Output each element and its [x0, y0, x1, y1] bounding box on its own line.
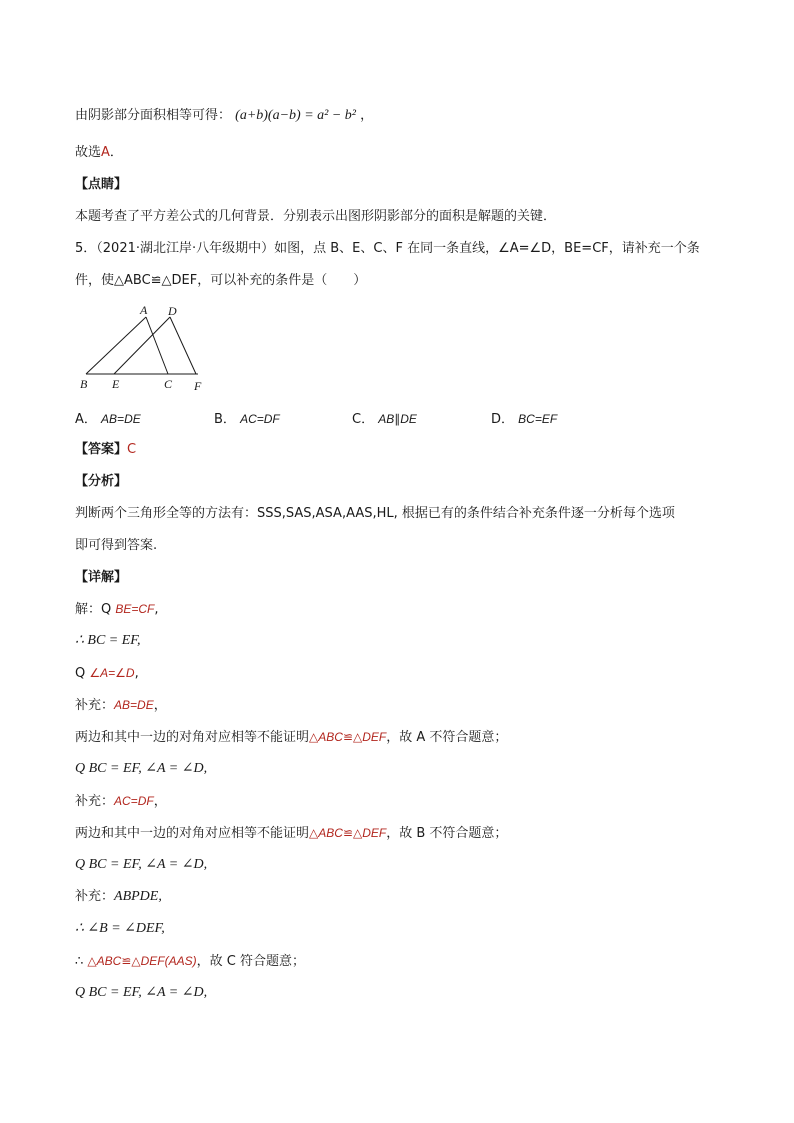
option-b [214, 410, 280, 429]
solution-highlight: △ABC≌△DEF(AAS) [87, 954, 197, 968]
solution-prefix: ∴ [75, 954, 88, 969]
option-c [352, 410, 417, 429]
solution-highlight: △ABC≌△DEF [309, 826, 387, 840]
answer-line [75, 441, 136, 459]
triangle-figure [78, 302, 208, 394]
solution-prefix: 补充： [75, 794, 115, 809]
option-d-letter: D． [491, 412, 515, 427]
solution-line [75, 632, 141, 650]
option-c-text: AB∥DE [378, 412, 417, 426]
line1-tail: ， [360, 108, 374, 123]
solution-prefix: 两边和其中一边的对角对应相等不能证明 [75, 730, 310, 745]
solution-line [75, 888, 162, 906]
dianjing-body: 本题考查了平方差公式的几何背景．分别表示出图形阴影部分的面积是解题的关键． [75, 209, 557, 224]
solution-prefix: 两边和其中一边的对角对应相等不能证明 [75, 826, 310, 841]
option-a-text: AB=DE [101, 412, 141, 426]
solution-prefix: Q [75, 666, 90, 681]
solution-line [75, 824, 507, 843]
solution-line [75, 664, 139, 683]
answer-value: C [127, 442, 137, 457]
label-f: F [194, 379, 202, 393]
solution-rest: ， [153, 794, 167, 809]
solution-rest: ∴ ∠B = ∠DEF, [75, 921, 165, 936]
choose-prefix: 故选 [75, 145, 102, 160]
solution-line [75, 920, 165, 938]
options-row [75, 410, 715, 428]
label-e: E [112, 377, 120, 391]
label-c: C [164, 377, 173, 391]
fenxi-line-1: 判断两个三角形全等的方法有：SSS,SAS,ASA,AAS,HL, 根据已有的条件结合补充条件逐一分析每个选项 [75, 506, 675, 521]
solution-line [75, 984, 207, 1002]
question-5-line-2: 件，使△ABC≌△DEF，可以补充的条件是（ ） [75, 273, 367, 288]
triangle-diagram [78, 302, 208, 394]
fenxi-heading: 【分析】 [75, 474, 128, 489]
solution-rest: ABPDE, [114, 889, 162, 904]
solution-rest: Q BC = EF, ∠A = ∠D, [75, 761, 208, 776]
solution-highlight: ∠A=∠D [89, 666, 135, 680]
solution-rest: Q BC = EF, ∠A = ∠D, [75, 985, 208, 1000]
option-a-letter: A． [75, 412, 97, 427]
solution-highlight: AC=DF [114, 794, 154, 808]
option-a [75, 410, 141, 429]
solution-prefix: 解：Q [75, 602, 116, 617]
xiangjie-heading: 【详解】 [75, 570, 128, 585]
label-d: D [168, 304, 177, 318]
solution-rest: , [134, 666, 139, 681]
solution-line [75, 856, 207, 874]
label-a: A [140, 303, 148, 317]
segment-de [114, 317, 170, 374]
option-b-text: AC=DF [240, 412, 280, 426]
segment-ac [146, 317, 168, 374]
solution-rest: ，故 A 不符合题意； [386, 730, 508, 745]
solution-line [75, 600, 159, 619]
solution-highlight: BE=CF [115, 602, 155, 616]
difference-of-squares-formula: (a+b)(a−b) = a² − b² [235, 108, 356, 123]
segment-df [170, 317, 196, 374]
option-d-text: BC=EF [518, 412, 558, 426]
area-equation-line [75, 107, 373, 125]
solution-line [75, 728, 507, 747]
label-b: B [80, 377, 88, 391]
fenxi-line-2: 即可得到答案. [75, 538, 158, 553]
solution-rest: ，故 B 不符合题意； [386, 826, 508, 841]
solution-highlight: AB=DE [114, 698, 154, 712]
area-equation-text: 由阴影部分面积相等可得： [75, 108, 232, 123]
solution-line [75, 952, 305, 971]
choose-tail: ． [109, 145, 123, 160]
choose-answer-line [75, 144, 123, 162]
solution-highlight: △ABC≌△DEF [309, 730, 387, 744]
question-5-line-1: 5．（2021·湖北江岸·八年级期中）如图，点 B、E、C、F 在同一条直线，∠A=∠D，BE=CF，请补充一个条 [75, 241, 700, 256]
solution-prefix: 补充： [75, 698, 115, 713]
solution-rest: Q BC = EF, ∠A = ∠D, [75, 857, 208, 872]
option-b-letter: B． [214, 412, 236, 427]
solution-line [75, 792, 167, 811]
solution-prefix: 补充： [75, 889, 115, 904]
solution-line [75, 760, 207, 778]
option-d [491, 410, 557, 429]
segment-ab [86, 317, 146, 374]
solution-rest: ，故 C 符合题意； [196, 954, 305, 969]
option-c-letter: C． [352, 412, 375, 427]
solution-rest: ， [153, 698, 167, 713]
solution-line [75, 696, 167, 715]
solution-rest: ∴ BC = EF, [75, 633, 141, 648]
chosen-answer: A [101, 145, 110, 160]
answer-heading: 【答案】 [75, 442, 128, 457]
dianjing-heading: 【点睛】 [75, 177, 128, 192]
solution-rest: , [154, 602, 159, 617]
